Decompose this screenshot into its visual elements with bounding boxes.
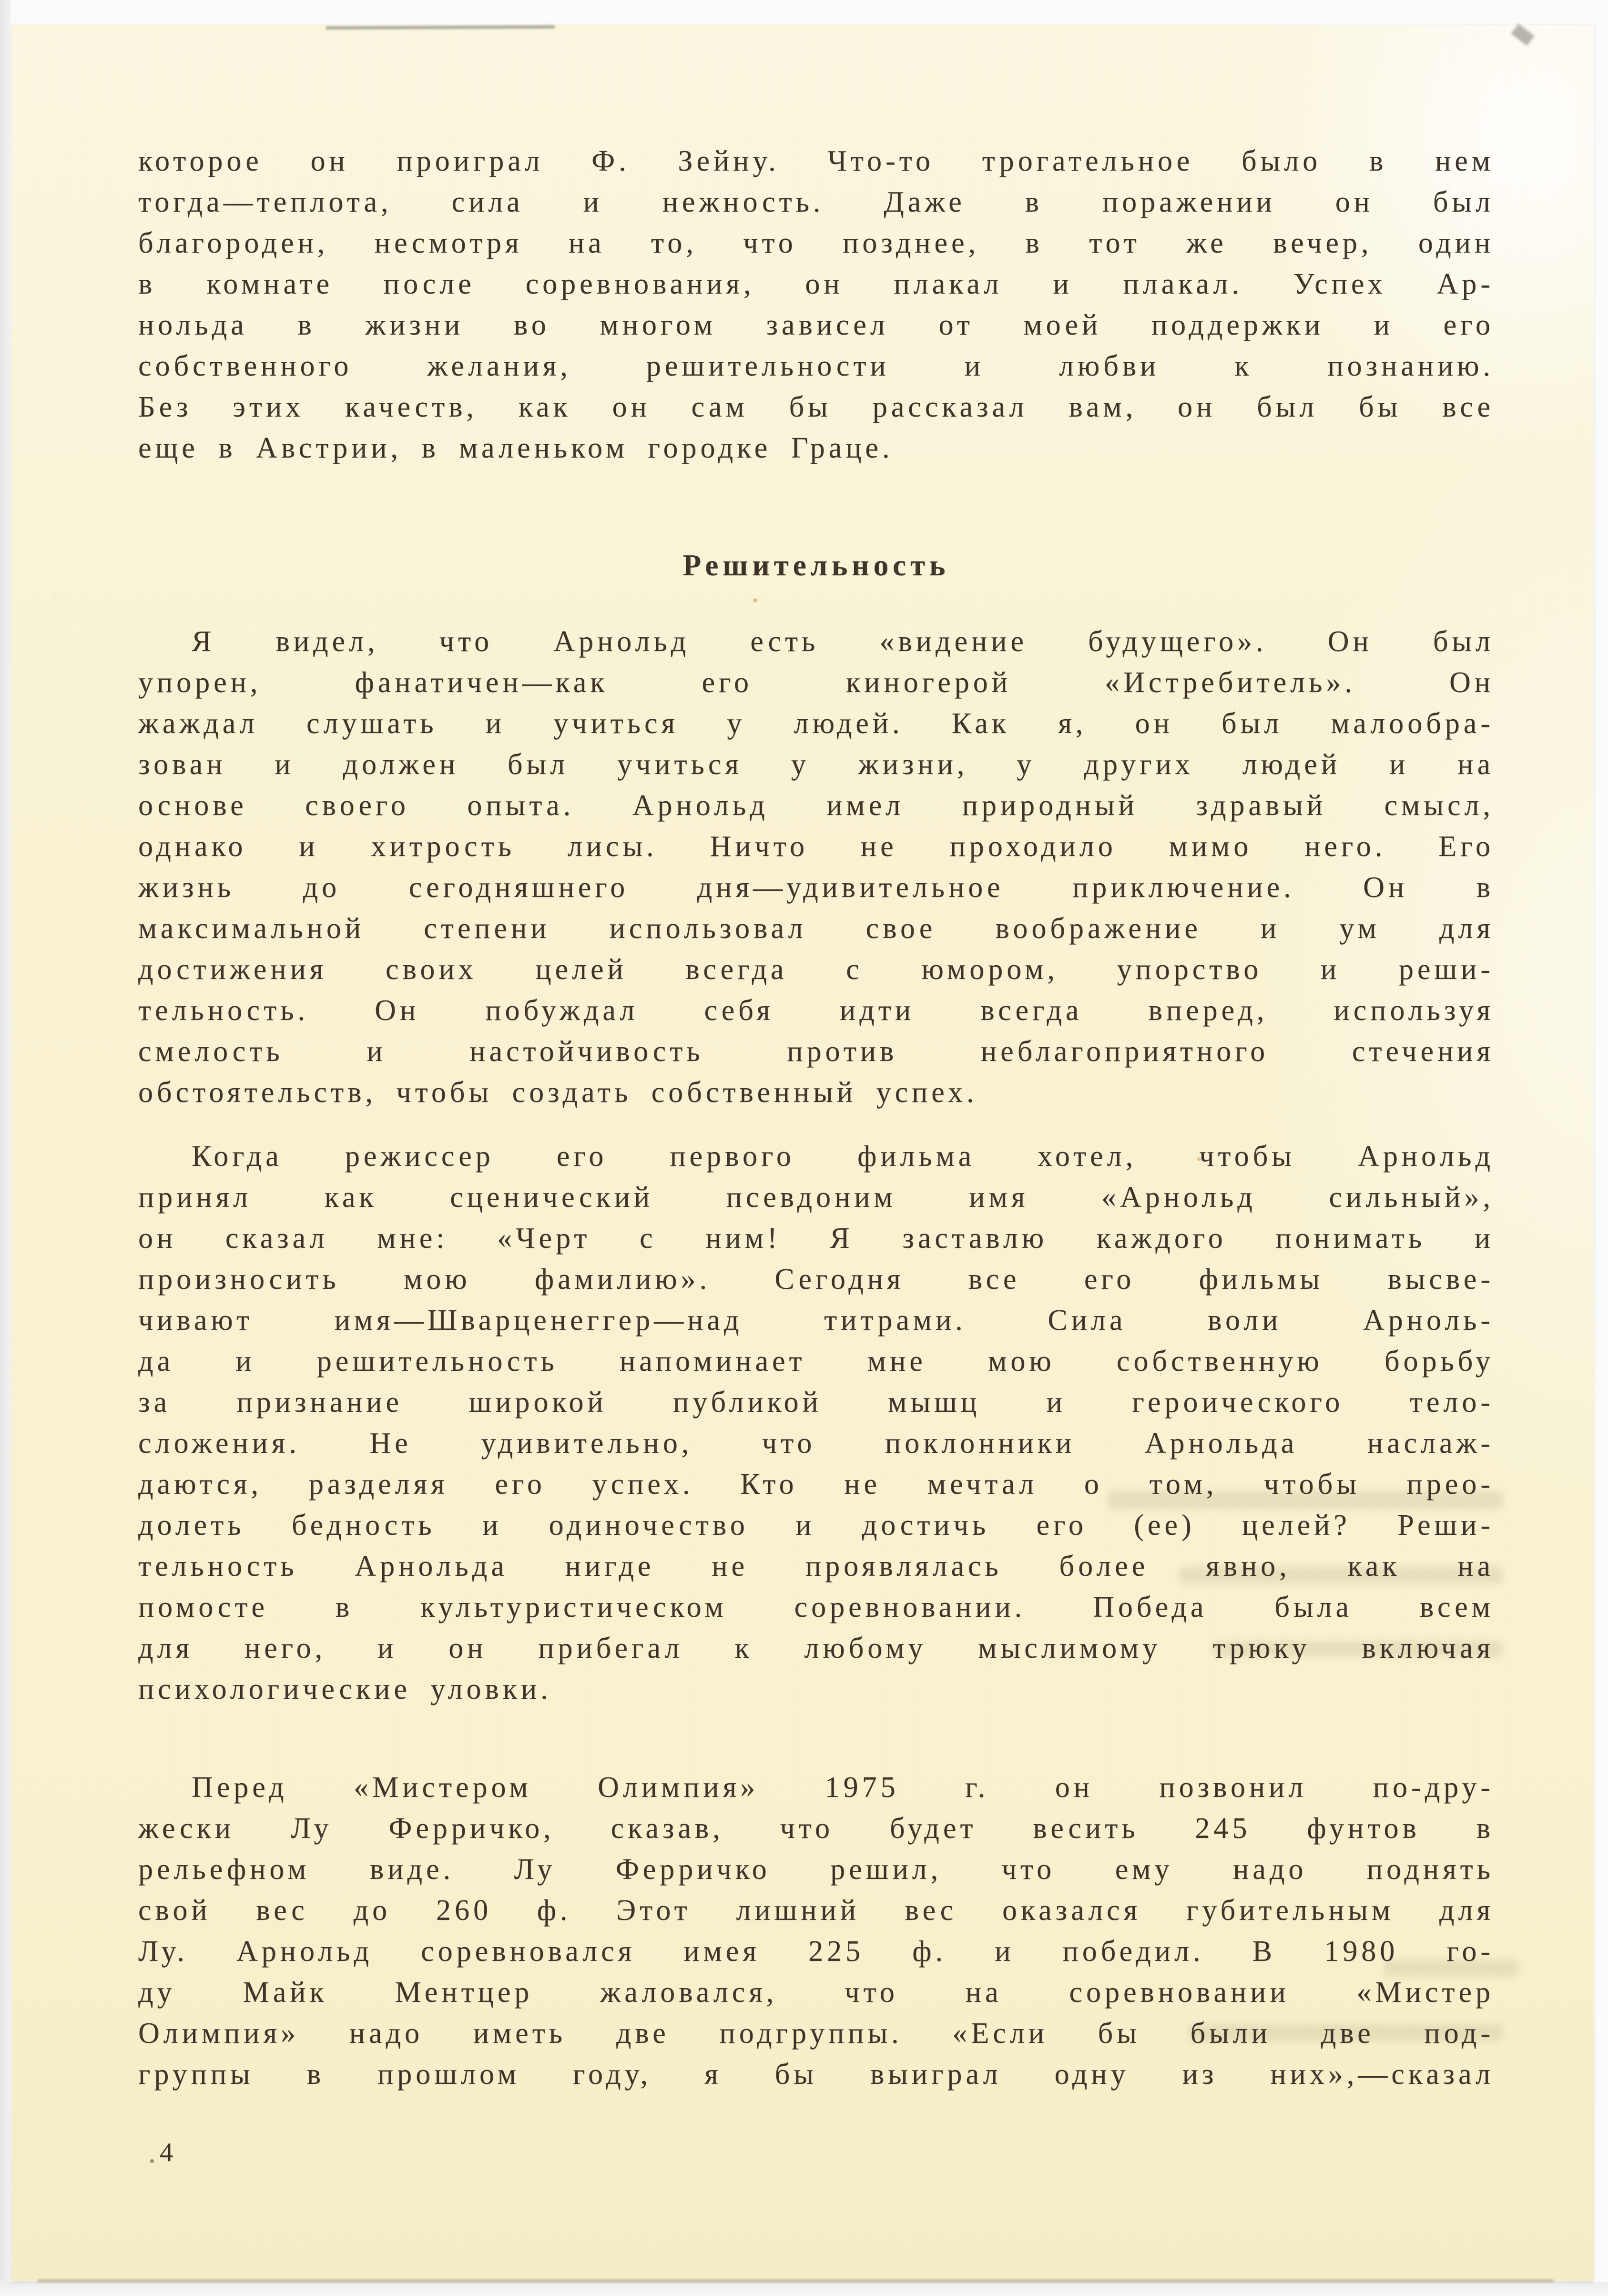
- text-line: долеть бедность и одиночество и достичь его (ее) целей? Реши-: [138, 1509, 1494, 1541]
- text-line: благороден, несмотря на то, что позднее, в тот же вечер, один: [138, 227, 1494, 259]
- text-line: психологические уловки.: [138, 1673, 552, 1705]
- text-line: жизнь до сегодняшнего дня—удивительное приключение. Он в: [138, 871, 1494, 904]
- text-line: рельефном виде. Лу Ферричко решил, что ему надо поднять: [138, 1853, 1494, 1886]
- text-line: принял как сценический псевдоним имя «Арнольд сильный»,: [138, 1181, 1494, 1214]
- text-line: достижения своих целей всегда с юмором, упорство и реши-: [138, 953, 1494, 986]
- text-line: тогда—теплота, сила и нежность. Даже в поражении он был: [138, 186, 1494, 218]
- page-top-edge-artifact: [326, 25, 555, 30]
- text-line: чивают имя—Шварценеггер—над титрами. Сила воли Арноль-: [138, 1304, 1494, 1337]
- section-heading: Решительность: [682, 549, 950, 582]
- paragraph: [138, 1767, 1494, 2095]
- text-line: которое он проиграл Ф. Зейну. Что-то трогательное было в нем: [138, 145, 1494, 177]
- text-line: Когда режиссер его первого фильма хотел, чтобы Арнольд: [192, 1140, 1494, 1173]
- text-line: Олимпия» надо иметь две подгруппы. «Если бы были две под-: [138, 2017, 1494, 2050]
- text-line: упорен, фанатичен—как его киногерой «Истребитель». Он: [138, 666, 1494, 699]
- text-line: помосте в культуристическом соревновании. Победа была всем: [138, 1591, 1494, 1623]
- text-line: еще в Австрии, в маленьком городке Граце.: [138, 432, 894, 464]
- text-line: жаждал слушать и учиться у людей. Как я, он был малообра-: [138, 707, 1494, 740]
- text-line: для него, и он прибегал к любому мыслимому трюку включая: [138, 1632, 1494, 1664]
- text-line: тельность. Он побуждал себя идти всегда вперед, используя: [138, 994, 1494, 1027]
- text-line: максимальной степени использовал свое воображение и ум для: [138, 912, 1494, 945]
- text-line: Без этих качеств, как он сам бы рассказал вам, он был бы все: [138, 391, 1494, 423]
- text-line: зован и должен был учиться у жизни, у других людей и на: [138, 748, 1494, 781]
- text-line: смелость и настойчивость против неблагоприятного стечения: [138, 1035, 1494, 1068]
- text-line: группы в прошлом году, я бы выиграл одну из них»,—сказал: [138, 2058, 1494, 2091]
- text-column: [138, 141, 1494, 2173]
- text-line: обстоятельств, чтобы создать собственный успех.: [138, 1076, 978, 1109]
- page-bottom-edge-shadow: [38, 2279, 1553, 2282]
- text-line: да и решительность напоминает мне мою собственную борьбу: [138, 1345, 1494, 1378]
- scanner-bed-bottom-edge: [0, 2282, 1608, 2296]
- text-line: нольда в жизни во многом зависел от моей поддержки и его: [138, 309, 1494, 341]
- page-corner-artifact: [1511, 24, 1534, 46]
- text-line: в комнате после соревнования, он плакал и плакал. Успех Ар-: [138, 268, 1494, 300]
- text-line: сложения. Не удивительно, что поклонники Арнольда наслаж-: [138, 1427, 1494, 1459]
- text-line: основе своего опыта. Арнольд имел природный здравый смысл,: [138, 789, 1494, 822]
- page-number: 4: [160, 2138, 173, 2167]
- paragraph: [138, 1136, 1494, 1710]
- text-line: даются, разделяя его успех. Кто не мечтал о том, чтобы прео-: [138, 1468, 1494, 1500]
- text-line: произносить мою фамилию». Сегодня все его фильмы высве-: [138, 1263, 1494, 1296]
- text-line: Лу. Арнольд соревновался имея 225 ф. и победил. В 1980 го-: [138, 1935, 1494, 1968]
- text-line: Я видел, что Арнольд есть «видение будущего». Он был: [192, 625, 1494, 658]
- scanner-bed-left-edge: [0, 0, 10, 2296]
- scanned-book-page: [11, 25, 1594, 2281]
- text-line: он сказал мне: «Черт с ним! Я заставлю каждого понимать и: [138, 1222, 1494, 1255]
- text-line: свой вес до 260 ф. Этот лишний вес оказался губительным для: [138, 1894, 1494, 1927]
- text-line: Перед «Мистером Олимпия» 1975 г. он позвонил по-дру-: [192, 1771, 1494, 1804]
- text-line: ду Майк Ментцер жаловался, что на соревновании «Мистер: [138, 1976, 1494, 2009]
- text-line: однако и хитрость лисы. Ничто не проходило мимо него. Его: [138, 830, 1494, 863]
- text-line: тельность Арнольда нигде не проявлялась более явно, как на: [138, 1550, 1494, 1582]
- paragraph: [138, 141, 1494, 469]
- text-line: собственного желания, решительности и любви к познанию.: [138, 350, 1494, 382]
- paragraph: [138, 621, 1494, 1113]
- text-line: жески Лу Ферричко, сказав, что будет весить 245 фунтов в: [138, 1812, 1494, 1845]
- text-line: за признание широкой публикой мышц и героического тело-: [138, 1386, 1494, 1418]
